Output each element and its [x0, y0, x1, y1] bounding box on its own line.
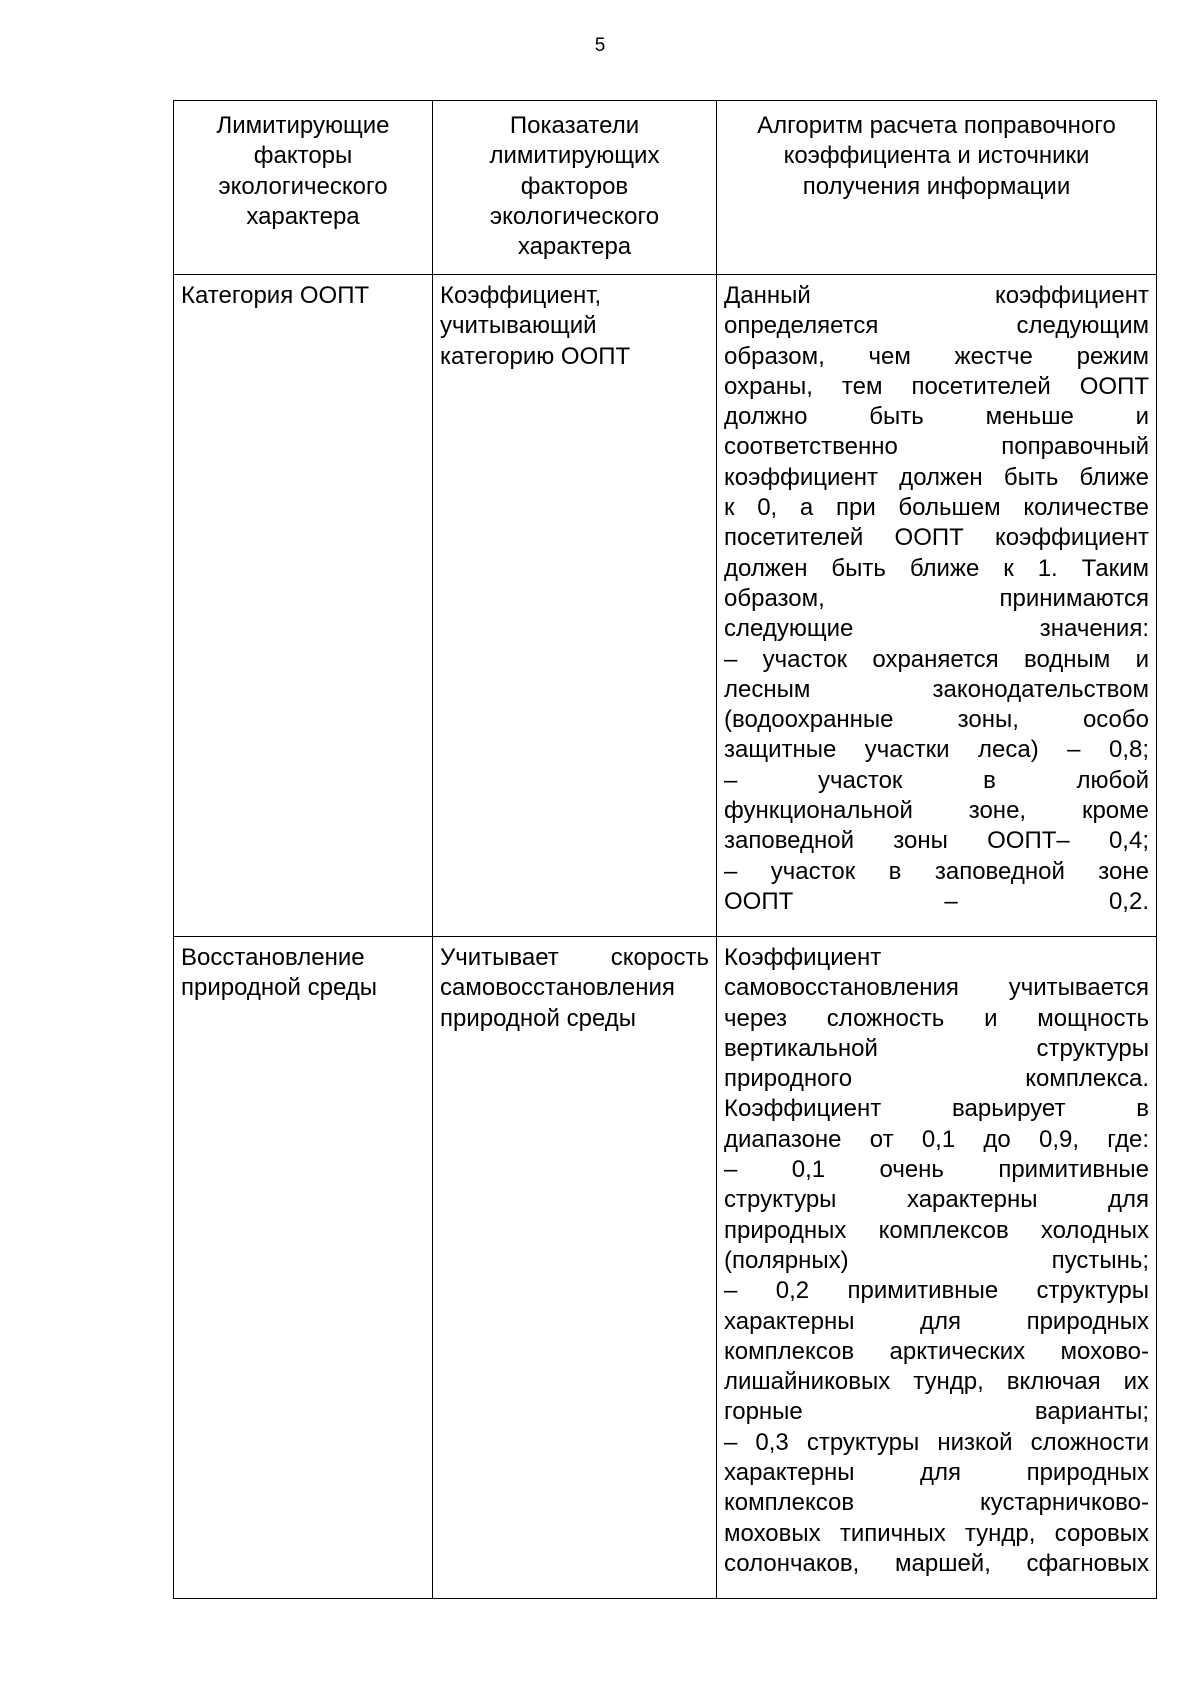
algorithm-line: солончаков, маршей, сфагновых — [724, 1549, 1149, 1577]
algorithm-line: структуры характерны для — [724, 1186, 1149, 1214]
algorithm-line: – участок охраняется водным и — [724, 645, 1149, 673]
algorithm-line: – участок в заповедной зоне — [724, 857, 1149, 885]
algorithm-line: комплексов арктических мохово- — [724, 1337, 1149, 1365]
header-indicators: Показатели лимитирующих факторов экологического характера — [433, 101, 717, 275]
cell-algorithm — [717, 275, 1157, 937]
algorithm-line: ООПТ – 0,2. — [724, 887, 1149, 915]
algorithm-line: лишайниковых тундр, включая их — [724, 1368, 1149, 1396]
algorithm-line: (водоохранные зоны, особо — [724, 706, 1149, 734]
cell-factor: Категория ООПТ — [174, 275, 433, 937]
algorithm-line: защитные участки леса) – 0,8; — [724, 736, 1149, 764]
cell-indicator: Коэффициент, учитывающий категорию ООПТ — [433, 275, 717, 937]
algorithm-line: – 0,2 примитивные структуры — [724, 1277, 1149, 1305]
page-number: 5 — [594, 35, 606, 56]
algorithm-line: вертикальной структуры — [724, 1034, 1149, 1062]
algorithm-line: образом, чем жестче режим — [724, 342, 1149, 370]
algorithm-line: заповедной зоны ООПТ– 0,4; — [724, 827, 1149, 855]
algorithm-line: горные варианты; — [724, 1398, 1149, 1426]
limiting-factors-table — [173, 100, 1157, 1599]
table-row — [174, 937, 1157, 1599]
algorithm-line: Коэффициент варьирует в — [724, 1095, 1149, 1123]
table-row — [174, 275, 1157, 937]
algorithm-line: Коэффициент — [724, 944, 882, 971]
algorithm-line: через сложность и мощность — [724, 1004, 1149, 1032]
algorithm-line: природного комплекса. — [724, 1065, 1149, 1093]
header-algorithm: Алгоритм расчета поправочного коэффициента и источники получения информации — [717, 101, 1157, 275]
cell-factor: Восстановление природной среды — [174, 937, 433, 1599]
algorithm-line: следующие значения: — [724, 615, 1149, 643]
algorithm-line: коэффициент должен быть ближе — [724, 463, 1149, 491]
algorithm-line: функциональной зоне, кроме — [724, 797, 1149, 825]
algorithm-line: (полярных) пустынь; — [724, 1246, 1149, 1274]
algorithm-line: самовосстановления учитывается — [724, 974, 1149, 1002]
algorithm-line: моховых типичных тундр, соровых — [724, 1519, 1149, 1547]
algorithm-line: – участок в любой — [724, 766, 1149, 794]
algorithm-line: – 0,3 структуры низкой сложности — [724, 1428, 1149, 1456]
algorithm-line: должен быть ближе к 1. Таким — [724, 554, 1149, 582]
algorithm-line: соответственно поправочный — [724, 433, 1149, 461]
algorithm-line: – 0,1 очень примитивные — [724, 1156, 1149, 1184]
cell-indicator: Учитывает скорость самовосстановления природной среды — [433, 937, 717, 1599]
algorithm-line: должно быть меньше и — [724, 403, 1149, 431]
cell-algorithm — [717, 937, 1157, 1599]
table-header-row — [174, 101, 1157, 275]
algorithm-line: Данный коэффициент — [724, 282, 1149, 309]
header-limiting-factors: Лимитирующие факторы экологического характера — [174, 101, 433, 275]
algorithm-line: лесным законодательством — [724, 675, 1149, 703]
algorithm-line: характерны для природных — [724, 1459, 1149, 1487]
algorithm-line: посетителей ООПТ коэффициент — [724, 524, 1149, 552]
algorithm-line: природных комплексов холодных — [724, 1216, 1149, 1244]
algorithm-line: характерны для природных — [724, 1307, 1149, 1335]
algorithm-line: комплексов кустарничково- — [724, 1489, 1149, 1517]
algorithm-line: определяется следующим — [724, 312, 1149, 340]
algorithm-line: образом, принимаются — [724, 584, 1149, 612]
algorithm-line: к 0, а при большем количестве — [724, 494, 1149, 522]
algorithm-line: диапазоне от 0,1 до 0,9, где: — [724, 1125, 1149, 1153]
algorithm-line: охраны, тем посетителей ООПТ — [724, 372, 1149, 400]
